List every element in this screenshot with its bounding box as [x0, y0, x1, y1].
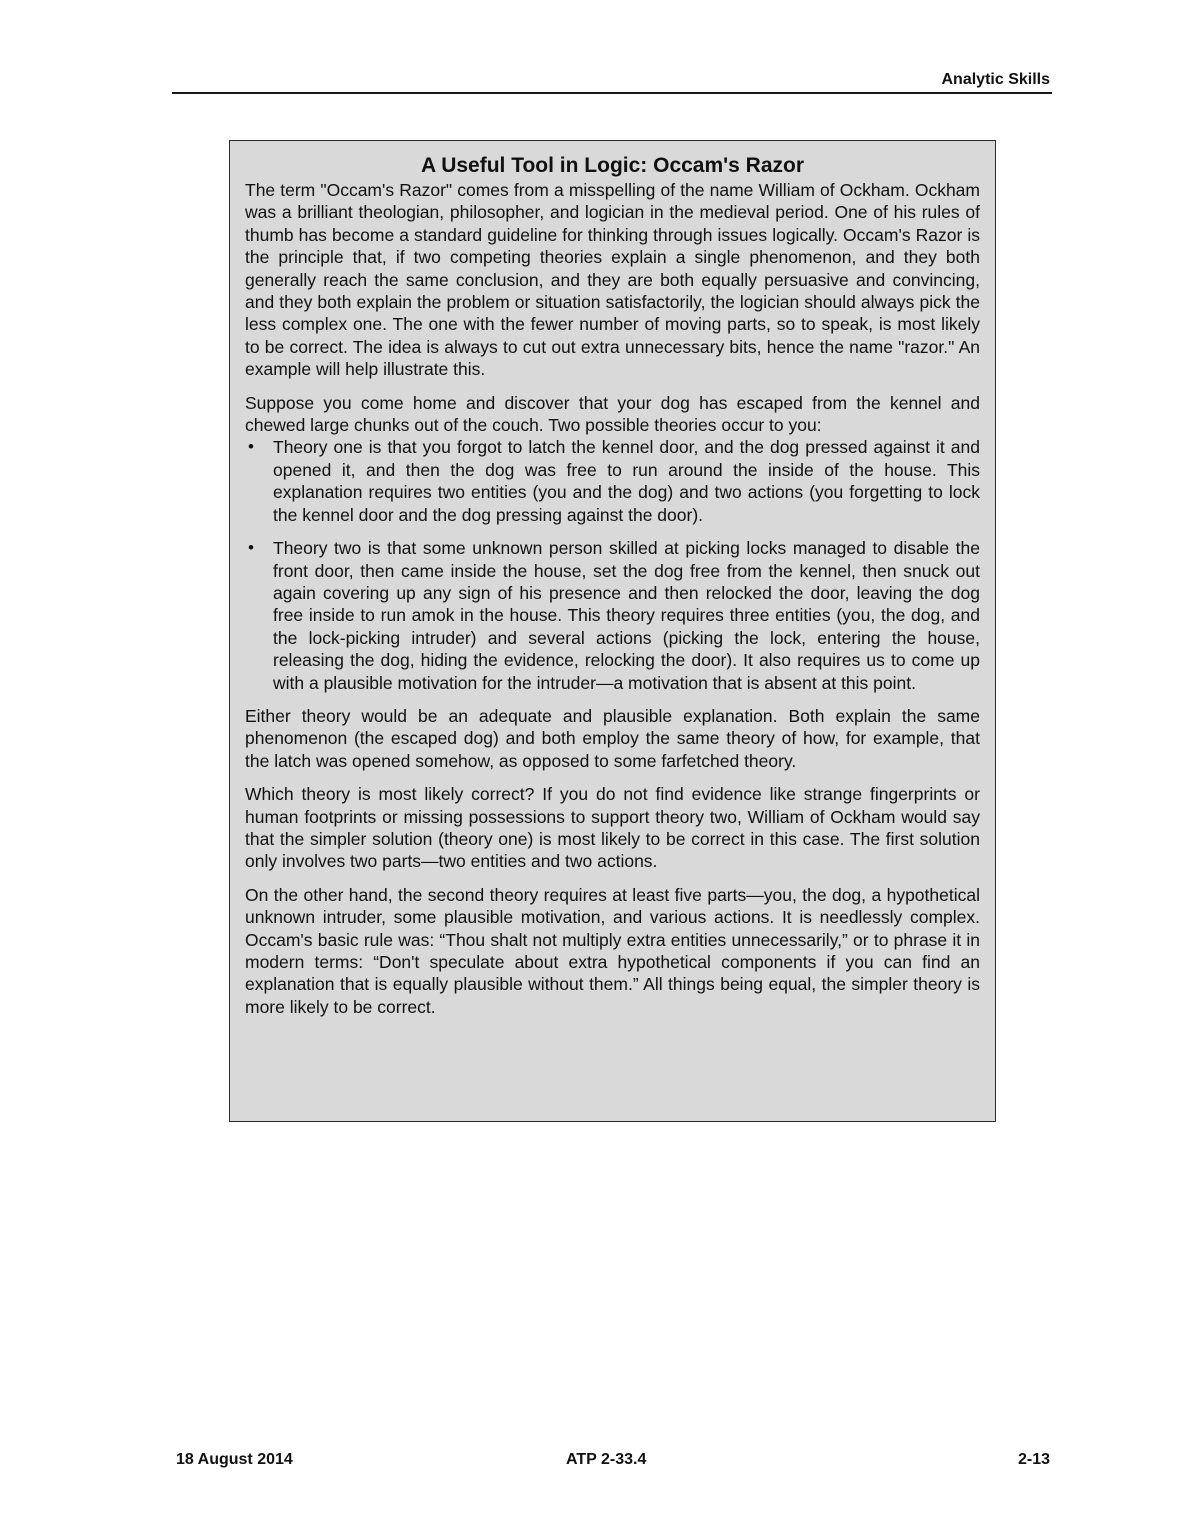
page-footer [176, 1450, 1050, 1470]
intro-paragraph: The term "Occam's Razor" comes from a misspelling of the name William of Ockham. Ockham was a brilliant theologian, philosopher, and logician in the medieval period. One of his rules of thumb has become a standard guideline for thinking through issues logically. Occam's Razor is the principle that, if two competing theories explain a single phenomenon, and they both generally reach the same conclusion, and they are both equally persuasive and convincing, and they both explain the problem or situation satisfactorily, the logician should always pick the less complex one. The one with the fewer number of moving parts, so to speak, is most likely to be correct. The idea is always to cut out extra unnecessary bits, hence the name "razor." An example will help illustrate this. [245, 180, 980, 380]
occams-razor-sidebar [229, 140, 996, 1122]
footer-date: 18 August 2014 [176, 1451, 293, 1468]
list-item [245, 436, 980, 526]
conclusion-paragraph: Which theory is most likely correct? If you do not find evidence like strange fingerprints or human footprints or missing possessions to support theory two, William of Ockham would say that the simpler solution (theory one) is most likely to be correct in this case. The first solution only involves two parts—two entities and two actions. [245, 784, 980, 872]
section-title: Analytic Skills [941, 71, 1050, 88]
bullet-icon: • [248, 538, 254, 558]
scenario-paragraph: Suppose you come home and discover that your dog has escaped from the kennel and chewed large chunks out of the couch. Two possible theories occur to you: [245, 392, 980, 436]
theory-list [245, 436, 980, 693]
comparison-paragraph: Either theory would be an adequate and plausible explanation. Both explain the same phenomenon (the escaped dog) and both employ the same theory of how, for example, that the latch was opened somehow, as opposed to some farfetched theory. [245, 705, 980, 771]
footer-publication: ATP 2-33.4 [566, 1451, 647, 1468]
theory-one-text: Theory one is that you forgot to latch the kennel door, and the dog pressed against it and opened it, and then the dog was free to run around the inside of the house. This explanation requires two entities (you and the dog) and two actions (you forgetting to lock the kennel door and the dog pressing against the door). [273, 437, 980, 525]
footer-page-number: 2-13 [1017, 1451, 1050, 1468]
bullet-icon: • [248, 437, 254, 457]
rule-paragraph: On the other hand, the second theory requires at least five parts—you, the dog, a hypothetical unknown intruder, some plausible motivation, and various actions. It is needlessly complex. Occam's basic rule was: “Thou shalt not multiply extra entities unnecessarily,” or to phrase it in modern terms: “Don't speculate about extra hypothetical components if you can find an explanation that is equally plausible without them.” All things being equal, the simpler theory is more likely to be correct. [245, 884, 980, 1017]
list-item [245, 537, 980, 694]
theory-two-text: Theory two is that some unknown person skilled at picking locks managed to disable the front door, then came inside the house, set the dog free from the kennel, then snuck out again covering up any sign of his presence and then relocked the door, leaving the dog free inside to run amok in the house. This theory requires three entities (you, the dog, and the lock-picking intruder) and several actions (picking the lock, entering the house, releasing the dog, hiding the evidence, relocking the door). It also requires us to come up with a plausible motivation for the intruder—a motivation that is absent at this point. [273, 538, 980, 693]
sidebar-title: A Useful Tool in Logic: Occam's Razor [420, 154, 805, 177]
running-header [172, 70, 1052, 94]
